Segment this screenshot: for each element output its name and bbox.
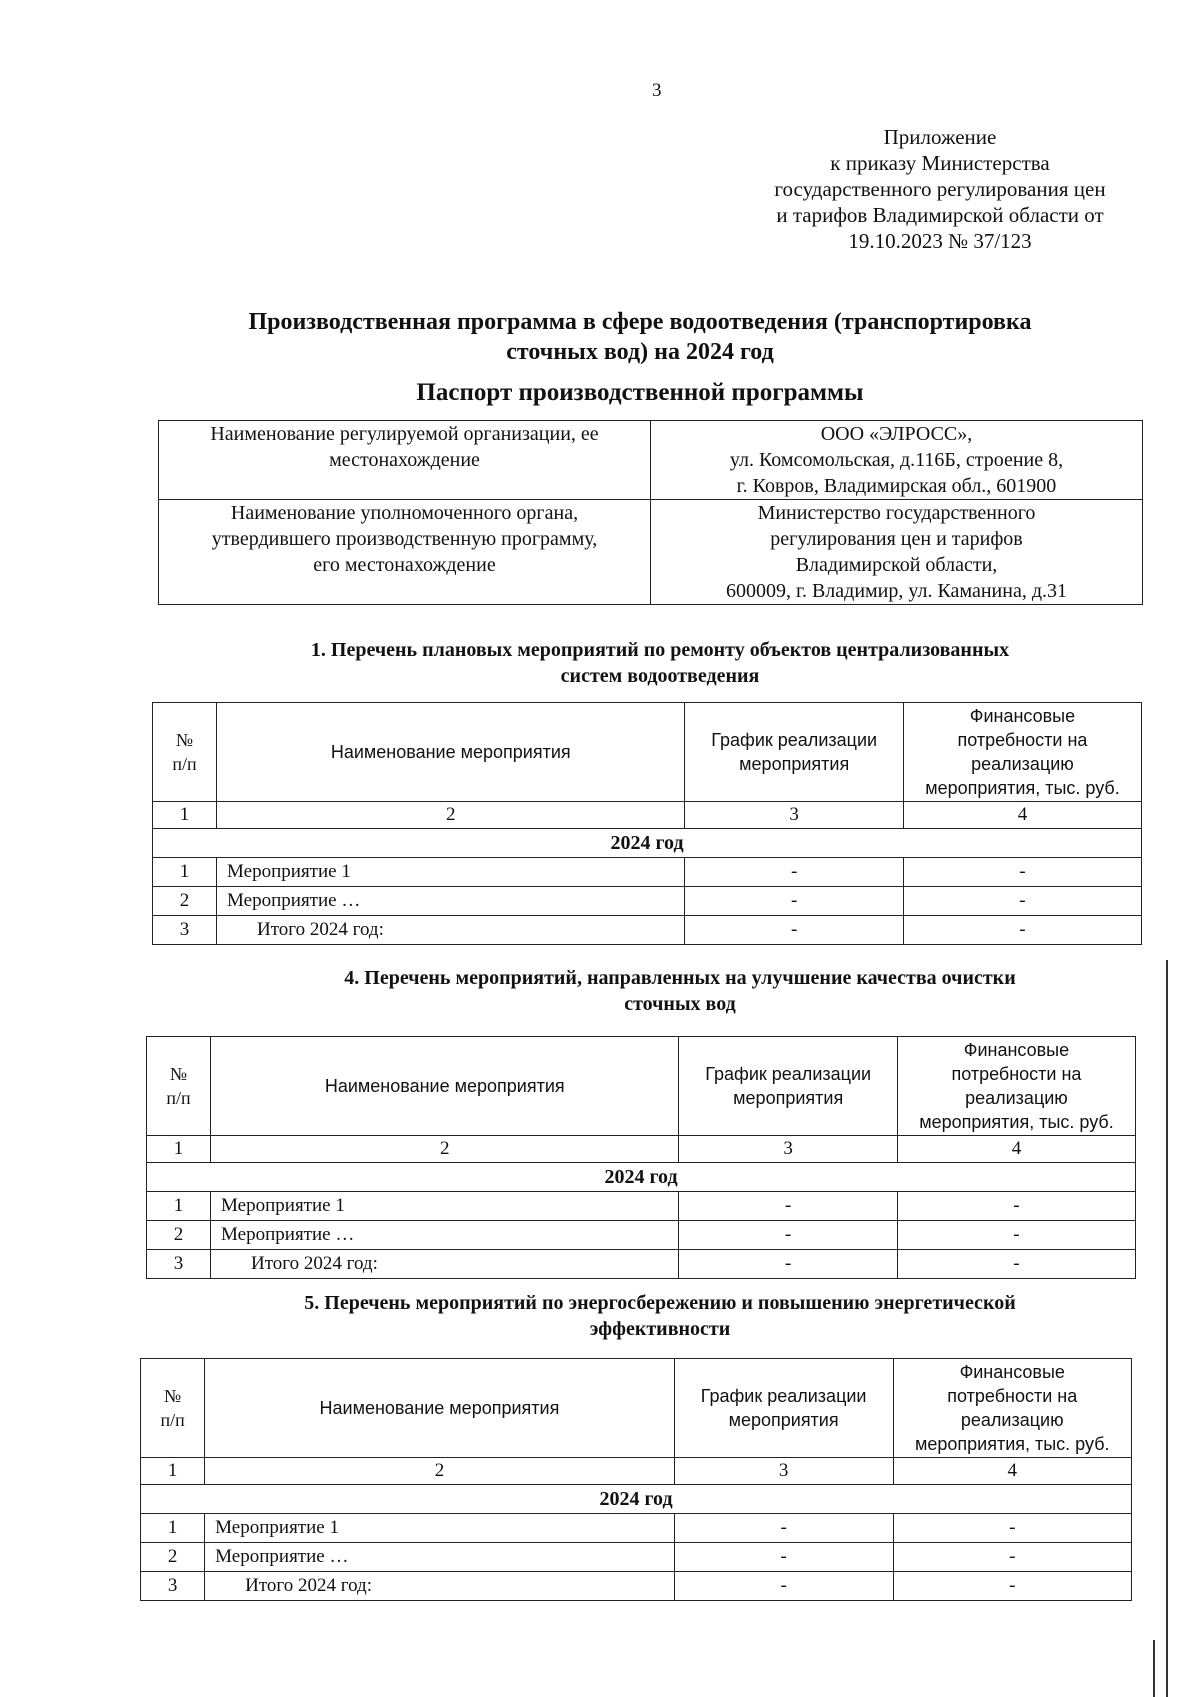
- row-num: 3: [153, 916, 217, 945]
- section-title-line: сточных вод: [624, 993, 736, 1015]
- row-name: Итого 2024 год:: [211, 1250, 679, 1279]
- row-name: Мероприятие 1: [211, 1192, 679, 1221]
- passport-label: [159, 421, 651, 500]
- year-row: [147, 1163, 1136, 1192]
- table-row: [153, 858, 1142, 887]
- header-finance: Финансовые потребности на реализацию мероприятия, тыс. руб.: [893, 1359, 1132, 1458]
- column-number: 2: [205, 1458, 675, 1485]
- header-schedule: График реализации мероприятия: [685, 703, 903, 802]
- row-finance: -: [893, 1572, 1132, 1601]
- row-schedule: -: [679, 1192, 897, 1221]
- passport-value: [651, 421, 1143, 500]
- column-number-row: [141, 1458, 1132, 1485]
- passport-value-line: г. Ковров, Владимирская обл., 601900: [736, 475, 1057, 497]
- header-num: № п/п: [141, 1359, 205, 1458]
- row-num: 3: [141, 1572, 205, 1601]
- header-schedule: График реализации мероприятия: [674, 1359, 893, 1458]
- passport-row-authority: [159, 500, 1143, 605]
- passport-table: [158, 420, 1143, 605]
- column-number: 1: [141, 1458, 205, 1485]
- table-row: [141, 1572, 1132, 1601]
- passport-label: [159, 500, 651, 605]
- column-number-row: [153, 802, 1142, 829]
- header-finance: Финансовые потребности на реализацию мероприятия, тыс. руб.: [903, 703, 1141, 802]
- column-number: 1: [153, 802, 217, 829]
- column-number: 3: [685, 802, 903, 829]
- table-row: [147, 1192, 1136, 1221]
- year-label: 2024 год: [153, 829, 1142, 858]
- header-name: Наименование мероприятия: [217, 703, 685, 802]
- table-row: [147, 1221, 1136, 1250]
- passport-value: [651, 500, 1143, 605]
- column-number-row: [147, 1136, 1136, 1163]
- header-finance: Финансовые потребности на реализацию мероприятия, тыс. руб.: [897, 1037, 1135, 1136]
- row-name: Мероприятие 1: [205, 1514, 675, 1543]
- row-finance: -: [903, 887, 1141, 916]
- passport-label-line: его местонахождение: [313, 554, 496, 576]
- section-title: [200, 965, 1160, 1017]
- year-label: 2024 год: [141, 1485, 1132, 1514]
- passport-value-line: 600009, г. Владимир, ул. Каманина, д.31: [726, 580, 1067, 602]
- section-title: [180, 1290, 1140, 1342]
- row-name: Мероприятие …: [205, 1543, 675, 1572]
- passport-label-line: Наименование уполномоченного органа,: [230, 502, 579, 524]
- table-row: [147, 1250, 1136, 1279]
- row-finance: -: [903, 858, 1141, 887]
- appendix-line: государственного регулирования цен: [774, 177, 1106, 201]
- row-name: Итого 2024 год:: [217, 916, 685, 945]
- year-row: [153, 829, 1142, 858]
- table-row: [153, 916, 1142, 945]
- row-finance: -: [893, 1543, 1132, 1572]
- header-num: № п/п: [153, 703, 217, 802]
- passport-row-organization: [159, 421, 1143, 500]
- row-num: 2: [153, 887, 217, 916]
- column-number: 4: [903, 802, 1141, 829]
- row-name: Мероприятие 1: [217, 858, 685, 887]
- section-title-line: 1. Перечень плановых мероприятий по ремонту объектов централизованных: [310, 639, 1010, 661]
- row-num: 1: [147, 1192, 211, 1221]
- row-finance: -: [893, 1514, 1132, 1543]
- header-schedule: График реализации мероприятия: [679, 1037, 897, 1136]
- row-schedule: -: [674, 1514, 893, 1543]
- document-title-line: сточных вод) на 2024 год: [506, 339, 774, 365]
- table-header-row: [141, 1359, 1132, 1458]
- row-finance: -: [897, 1250, 1135, 1279]
- passport-value-line: Министерство государственного: [757, 502, 1036, 524]
- row-schedule: -: [685, 858, 903, 887]
- row-schedule: -: [685, 916, 903, 945]
- passport-value-line: ООО «ЭЛРОСС»,: [820, 423, 973, 445]
- events-table-quality: [146, 1036, 1136, 1279]
- row-num: 2: [141, 1543, 205, 1572]
- column-number: 1: [147, 1136, 211, 1163]
- column-number: 3: [679, 1136, 897, 1163]
- row-finance: -: [897, 1221, 1135, 1250]
- column-number: 2: [217, 802, 685, 829]
- row-schedule: -: [679, 1221, 897, 1250]
- passport-label-line: местонахождение: [329, 449, 480, 471]
- appendix-line: 19.10.2023 № 37/123: [848, 229, 1032, 253]
- section-title: [180, 637, 1140, 689]
- passport-value-line: регулирования цен и тарифов: [770, 528, 1023, 550]
- appendix-note: [740, 124, 1140, 254]
- column-number: 3: [674, 1458, 893, 1485]
- passport-label-line: Наименование регулируемой организации, ее: [210, 423, 599, 445]
- passport-title: Паспорт производственной программы: [416, 379, 864, 406]
- document-title-line: Производственная программа в сфере водоотведения (транспортировка: [248, 309, 1032, 335]
- header-name: Наименование мероприятия: [205, 1359, 675, 1458]
- table-header-row: [147, 1037, 1136, 1136]
- row-finance: -: [897, 1192, 1135, 1221]
- events-table-repair: [152, 702, 1142, 945]
- row-name: Мероприятие …: [211, 1221, 679, 1250]
- row-num: 1: [141, 1514, 205, 1543]
- table-row: [141, 1543, 1132, 1572]
- row-num: 1: [153, 858, 217, 887]
- column-number: 2: [211, 1136, 679, 1163]
- row-schedule: -: [685, 887, 903, 916]
- row-schedule: -: [679, 1250, 897, 1279]
- row-num: 3: [147, 1250, 211, 1279]
- passport-label-line: утвердившего производственную программу,: [211, 528, 598, 550]
- passport-value-line: Владимирской области,: [795, 554, 998, 576]
- header-name: Наименование мероприятия: [211, 1037, 679, 1136]
- table-row: [141, 1514, 1132, 1543]
- row-schedule: -: [674, 1543, 893, 1572]
- scan-edge-line: [1153, 1640, 1155, 1697]
- appendix-line: и тарифов Владимирской области от: [776, 203, 1104, 227]
- row-num: 2: [147, 1221, 211, 1250]
- row-schedule: -: [674, 1572, 893, 1601]
- column-number: 4: [897, 1136, 1135, 1163]
- document-title: [140, 307, 1140, 367]
- scan-edge-line: [1166, 960, 1168, 1697]
- header-num: № п/п: [147, 1037, 211, 1136]
- section-title-line: 4. Перечень мероприятий, направленных на улучшение качества очистки: [344, 967, 1016, 989]
- year-row: [141, 1485, 1132, 1514]
- row-finance: -: [903, 916, 1141, 945]
- events-table-energy: [140, 1358, 1132, 1601]
- row-name: Итого 2024 год:: [205, 1572, 675, 1601]
- table-row: [153, 887, 1142, 916]
- row-name: Мероприятие …: [217, 887, 685, 916]
- table-header-row: [153, 703, 1142, 802]
- section-title-line: эффективности: [589, 1318, 731, 1340]
- year-label: 2024 год: [147, 1163, 1136, 1192]
- column-number: 4: [893, 1458, 1132, 1485]
- passport-value-line: ул. Комсомольская, д.116Б, строение 8,: [729, 449, 1064, 471]
- section-title-line: 5. Перечень мероприятий по энергосбережению и повышению энергетической: [304, 1292, 1016, 1314]
- section-title-line: систем водоотведения: [560, 665, 760, 687]
- appendix-line: к приказу Министерства: [830, 151, 1050, 175]
- appendix-line: Приложение: [883, 125, 997, 149]
- page-number: 3: [652, 80, 662, 101]
